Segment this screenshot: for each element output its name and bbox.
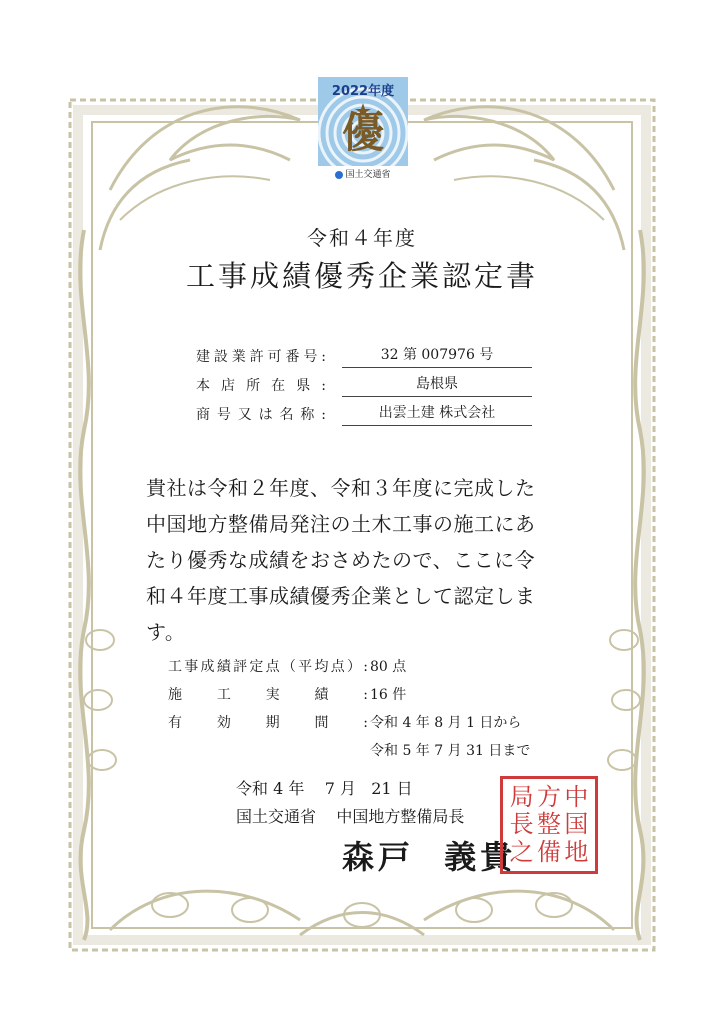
info-row-license (196, 343, 536, 369)
info-value: 島根県 (342, 372, 532, 397)
statement-line: 和４年度工事成績優秀企業として認定しま (146, 584, 536, 608)
seal-characters (508, 784, 590, 866)
seal-char: 方 (537, 783, 561, 811)
seal-char: 備 (537, 837, 561, 866)
seal-char: 中 (564, 783, 589, 811)
signer-name: 森戸 義貴 (342, 838, 517, 876)
seal-char: 長 (509, 810, 534, 839)
certification-statement (146, 470, 586, 650)
badge-year: 2022年度 (331, 84, 395, 99)
info-row-company (196, 401, 536, 427)
issuer: 国土交通省 中国地方整備局長 (236, 807, 465, 826)
badge-ministry (318, 166, 408, 185)
stat-period-end: 令和 5 年 7 月 31 日まで (370, 743, 531, 759)
info-label: 建設業許可番号: (196, 349, 326, 365)
badge-character: 優 (341, 108, 384, 157)
stat-value: 令和 4 年 8 月 1 日から (370, 715, 522, 731)
info-row-prefecture (196, 372, 536, 398)
award-badge (318, 77, 408, 185)
seal-char: 国 (564, 810, 589, 839)
seal-char: 整 (537, 810, 561, 839)
statement-line: たり優秀な成績をおさめたので、ここに令 (146, 548, 536, 572)
statement-line: 貴社は令和２年度、令和３年度に完成した (146, 476, 536, 500)
statement-line: す。 (146, 620, 186, 644)
statement-line: 中国地方整備局発注の土木工事の施工にあ (146, 512, 536, 536)
document-title: 工事成績優秀企業認定書 (185, 259, 538, 293)
info-label: 商号又は名称: (196, 407, 326, 423)
stat-value: 16 件 (370, 687, 407, 703)
info-value: 32 第 007976 号 (342, 343, 532, 368)
stat-value: 80 点 (370, 659, 407, 675)
stat-label: 施工実績: (168, 687, 368, 703)
info-label: 本店所在県: (196, 378, 326, 394)
badge-ministry-label: 国土交通省 (345, 170, 391, 180)
info-value: 出雲土建 株式会社 (342, 401, 532, 426)
seal-char: 之 (509, 837, 534, 866)
official-seal (500, 776, 598, 874)
stat-label: 工事成績評定点（平均点）: (168, 659, 368, 675)
issue-date: 令和 4 年 7 月 21 日 (236, 779, 413, 798)
stat-label: 有効期間: (168, 715, 368, 731)
era-title: 令和４年度 (307, 226, 417, 250)
ministry-logo-icon (335, 171, 343, 179)
seal-char: 地 (564, 837, 589, 866)
seal-char: 局 (509, 783, 534, 811)
